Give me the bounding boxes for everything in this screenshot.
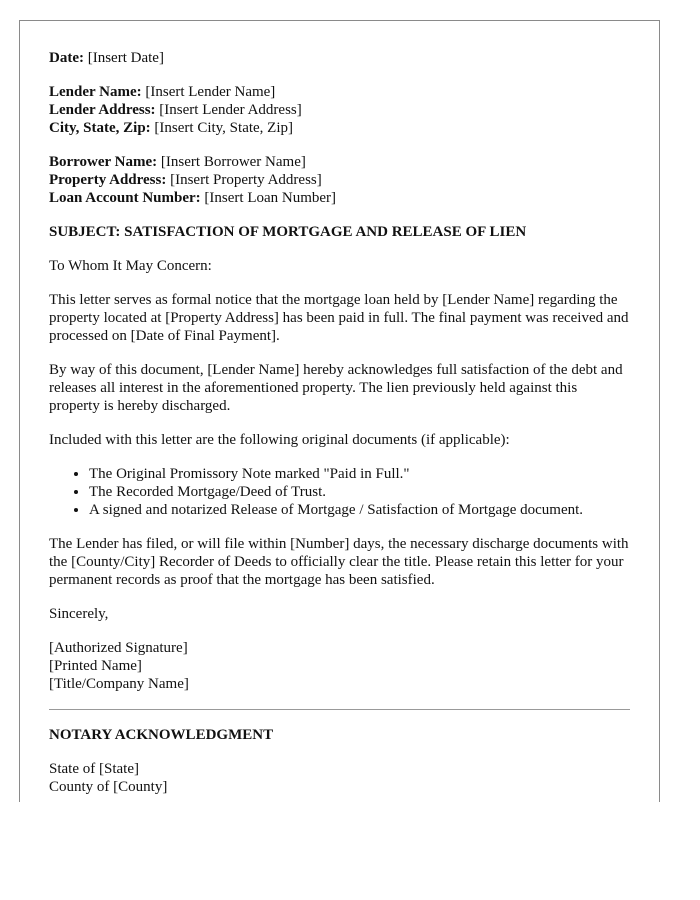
letter-page [19,20,660,802]
body-paragraph-1: This letter serves as formal notice that the mortgage loan held by [Lender Name] regarding the property located at [Property Address] has been paid in full. The final payment was received and processed on [Date of Final Payment]. [49,292,629,344]
list-item: • A signed and notarized Release of Mortgage / Satisfaction of Mortgage document. [89,501,630,519]
date-block [49,49,630,67]
notary-heading: NOTARY ACKNOWLEDGMENT [49,727,274,743]
loan-number-value: [Insert Loan Number] [204,190,337,206]
lender-name-line [49,83,630,101]
loan-number-label: Loan Account Number: [49,190,201,206]
signoff: Sincerely, [49,606,109,622]
lender-address-value: [Insert Lender Address] [159,102,302,118]
body-paragraph-3: Included with this letter are the following original documents (if applicable): [49,432,510,448]
signature-block [49,639,630,693]
notary-block [49,760,630,796]
date-label: Date: [49,50,84,66]
list-item: • The Recorded Mortgage/Deed of Trust. [89,483,630,501]
lender-csz-value: [Insert City, State, Zip] [154,120,294,136]
title-company-line: [Title/Company Name] [49,676,189,692]
property-address-label: Property Address: [49,172,167,188]
subject-heading: SUBJECT: SATISFACTION OF MORTGAGE AND RELEASE OF LIEN [49,224,527,240]
salutation: To Whom It May Concern: [49,258,212,274]
lender-name-label: Lender Name: [49,84,142,100]
printed-name-line: [Printed Name] [49,658,142,674]
list-item: • The Original Promissory Note marked "Paid in Full." [89,465,630,483]
date-line [49,49,630,67]
date-value: [Insert Date] [87,50,164,66]
lender-address-line [49,101,630,119]
notary-state-line: State of [State] [49,761,139,777]
borrower-name-label: Borrower Name: [49,154,158,170]
borrower-block [49,153,630,207]
body-paragraph-2: By way of this document, [Lender Name] hereby acknowledges full satisfaction of the debt and releases all interest in the aforementioned property. The lien previously held against this property is hereby discharged. [49,362,623,414]
lender-block [49,83,630,137]
section-divider [49,709,630,710]
closing-paragraph: The Lender has filed, or will file within [Number] days, the necessary discharge documents with the [County/City] Recorder of Deeds to officially clear the title. Please retain this letter for your permanent records as proof that the mortgage has been satisfied. [49,536,629,588]
lender-address-label: Lender Address: [49,102,156,118]
lender-csz-line [49,119,630,137]
property-address-line [49,171,630,189]
borrower-name-value: [Insert Borrower Name] [160,154,306,170]
signature-line: [Authorized Signature] [49,640,188,656]
property-address-value: [Insert Property Address] [170,172,322,188]
lender-csz-label: City, State, Zip: [49,120,151,136]
borrower-name-line [49,153,630,171]
loan-number-line [49,189,630,207]
documents-list [49,465,630,519]
notary-county-line: County of [County] [49,779,168,795]
lender-name-value: [Insert Lender Name] [145,84,276,100]
